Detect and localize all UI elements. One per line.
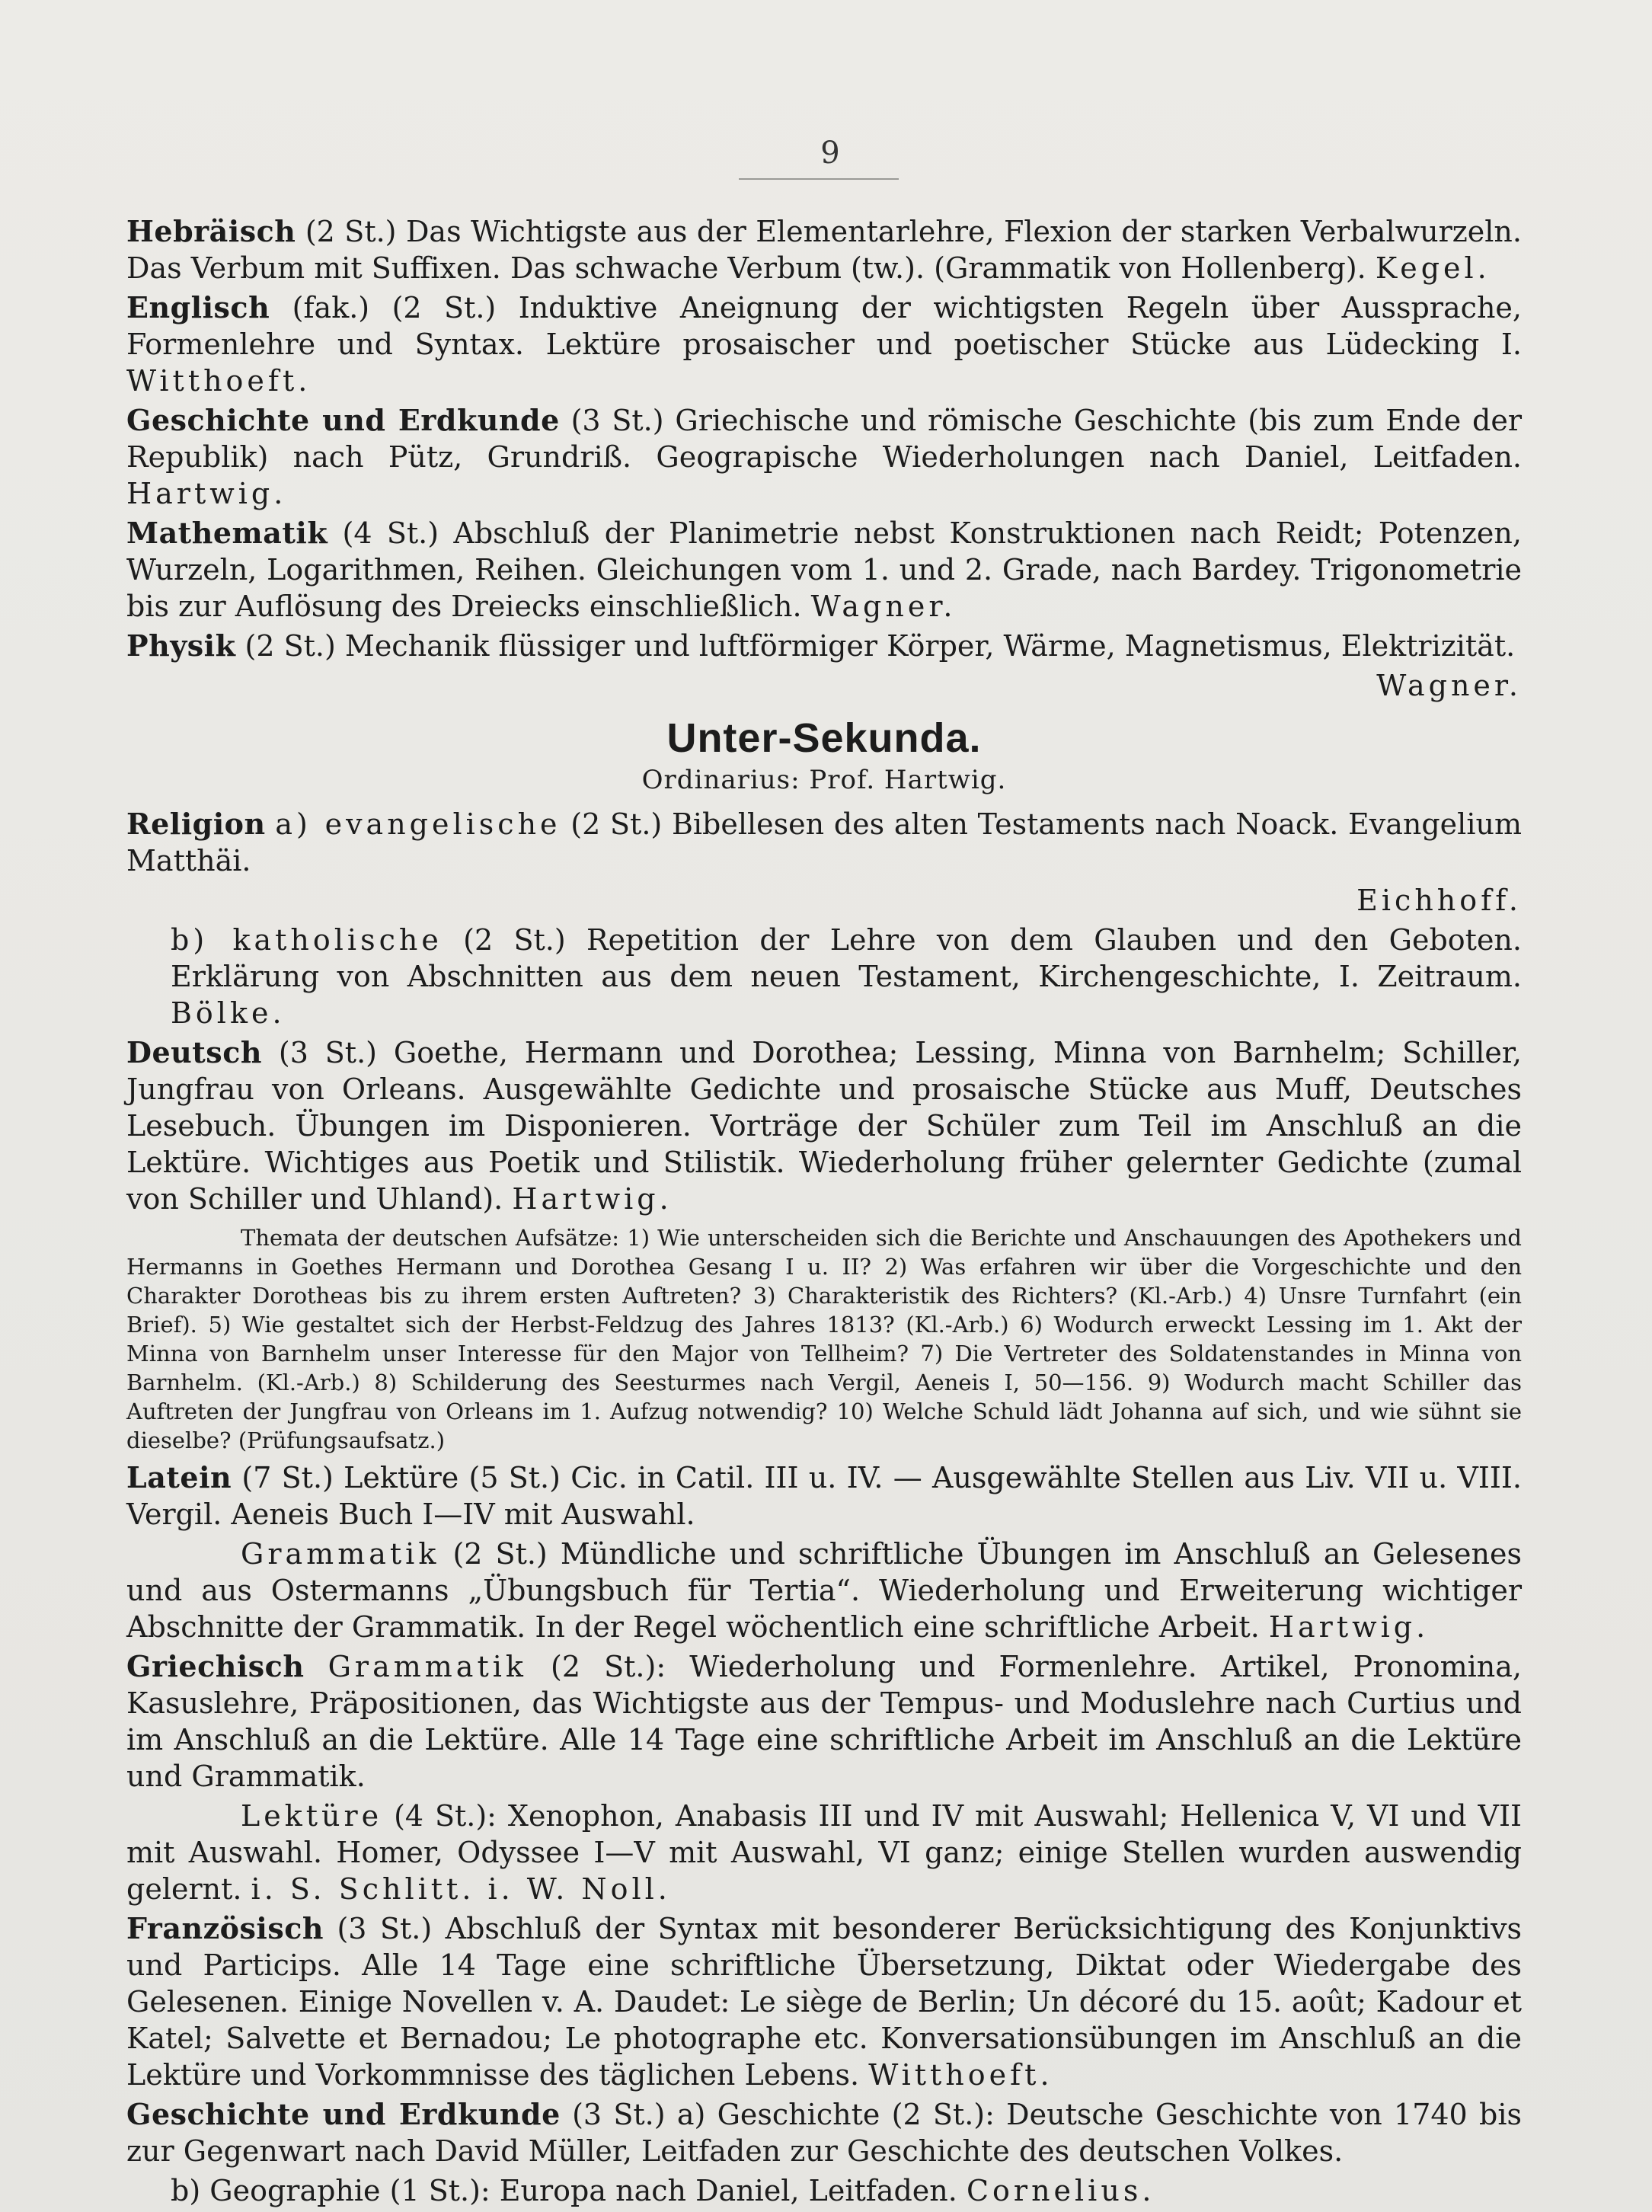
entry-latein-grammatik: [126, 1536, 1522, 1645]
entry-physik: [126, 628, 1522, 664]
page-number-rule: [739, 178, 899, 180]
entry-text: (2 St.) Repetition der Lehre von dem Glauben und den Geboten. Erklärung von Abschnitten aus dem neuen Testament, Kirchengeschichte, I. Zeitraum.: [171, 923, 1522, 993]
subject-label: Griechisch: [126, 1649, 305, 1683]
entry-religion-a: [126, 806, 1522, 879]
teacher-name: Witthoeft.: [868, 2058, 1053, 2092]
entry-religion-b: [126, 922, 1522, 1031]
entry-deutsch: [126, 1034, 1522, 1217]
teacher-name: Wagner.: [810, 590, 957, 623]
entry-text: (2 St.) Mechanik flüssiger und luftförmiger Körper, Wärme, Magnetismus, Elektrizität.: [244, 629, 1516, 663]
subject-label: Religion: [126, 807, 266, 841]
teacher-name: Wagner.: [1376, 669, 1522, 702]
sub-label: Lektüre: [241, 1799, 383, 1833]
entry-text: (3 St.) Abschluß der Syntax mit besonderer Berücksichtigung des Konjunktivs und Particips. Alle 14 Tage eine schriftliche Übersetzung, Diktat oder Wiedergabe des Gelesenen. Einige Novellen v. A. Daudet: Le siège de Berlin; Un décoré du 15. août; Kadour et Katel; Salvette et Bernadou; Le photographe etc. Konversationsübungen im Anschluß an die Lektüre und Vorkommnisse des täglichen Lebens.: [126, 1912, 1522, 2092]
entry-text: (3 St.) Griechische und römische Geschichte (bis zum Ende der Republik) nach Pütz, Grundriß. Geograpische Wiederholungen nach Daniel, Leitfaden.: [126, 404, 1522, 474]
entry-latein: [126, 1459, 1522, 1533]
essay-themes: Themata der deutschen Aufsätze: 1) Wie unterscheiden sich die Berichte und Anschauungen des Apothekers und Hermanns in Goethes Hermann und Dorothea Gesang I u. II? 2) Was erfahren wir über die Vorgeschichte und den Charakter Dorotheas bis zu ihrem ersten Auftreten? 3) Charakteristik des Richters? (Kl.-Arb.) 4) Unsre Turnfahrt (ein Brief). 5) Wie gestaltet sich der Herbst-Feldzug des Jahres 1813? (Kl.-Arb.) 6) Wodurch erweckt Lessing im 1. Akt der Minna von Barnhelm unser Interesse für den Major von Tellheim? 7) Die Vertreter des Soldatenstandes in Minna von Barnhelm. (Kl.-Arb.) 8) Schilderung des Seesturmes nach Vergil, Aeneis I, 50—156. 9) Wodurch macht Schiller das Auftreten der Jungfrau von Orleans im 1. Aufzug notwendig? 10) Welche Schuld lädt Johanna auf sich, und wie sühnt sie dieselbe? (Prüfungsaufsatz.): [126, 1225, 1522, 1453]
entry-text: (4 St.) Abschluß der Planimetrie nebst Konstruktionen nach Reidt; Potenzen, Wurzeln, Logarithmen, Reihen. Gleichungen vom 1. und 2. Grade, nach Bardey. Trigonometrie bis zur Auflösung des Dreiecks einschließlich.: [126, 516, 1522, 623]
entry-text: (2 St.): Wiederholung und Formenlehre. Artikel, Pronomina, Kasuslehre, Präpositionen, das Wichtigste aus der Tempus- und Moduslehre nach Curtius und im Anschluß an die Lektüre. Alle 14 Tage eine schriftliche Arbeit im Anschluß an die Lektüre und Grammatik.: [126, 1650, 1522, 1793]
teacher-name: Kegel.: [1375, 251, 1491, 285]
entry-griechisch-lektuere: [126, 1798, 1522, 1907]
entry-text: (4 St.): Xenophon, Anabasis III und IV mit Auswahl; Hellenica V, VI und VII mit Auswahl. Homer, Odyssee I—V mit Auswahl, VI ganz; einige Stellen wurden auswendig gelernt.: [126, 1799, 1522, 1906]
subject-label: Englisch: [126, 290, 270, 324]
entry-griechisch: [126, 1648, 1522, 1795]
entry-text: b) Geographie (1 St.): Europa nach Daniel, Leitfaden.: [171, 2174, 957, 2207]
teacher-name: i. S. Schlitt. i. W. Noll.: [251, 1872, 671, 1906]
sub-label: b) katholische: [171, 923, 443, 957]
teacher-name: Hartwig.: [126, 477, 287, 510]
teacher-name: Eichhoff.: [1356, 884, 1522, 917]
ordinarius-line: Ordinarius: Prof. Hartwig.: [641, 765, 1007, 795]
teacher-name: Bölke.: [171, 996, 286, 1030]
entry-text: (3 St.) Goethe, Hermann und Dorothea; Lessing, Minna von Barnhelm; Schiller, Jungfrau von Orleans. Ausgewählte Gedichte und prosaische Stücke aus Muff, Deutsches Lesebuch. Übungen im Disponieren. Vorträge der Schüler zum Teil im Anschluß an die Lektüre. Wichtiges aus Poetik und Stilistik. Wiederholung früher gelernter Gedichte (zumal von Schiller und Uhland).: [126, 1036, 1522, 1216]
sub-label: a) evangelische: [275, 807, 561, 841]
entry-text: (7 St.) Lektüre (5 St.) Cic. in Catil. III u. IV. — Ausgewählte Stellen aus Liv. VII u. VIII. Vergil. Aeneis Buch I—IV mit Auswahl.: [126, 1461, 1522, 1531]
page-number: 9: [820, 136, 840, 171]
teacher-name: Hartwig.: [512, 1182, 673, 1216]
page-content: [126, 213, 1522, 2212]
teacher-line: [126, 882, 1522, 919]
subject-label: Deutsch: [126, 1035, 262, 1069]
sub-label: Grammatik: [241, 1537, 440, 1571]
entry-text: (2 St.) Bibellesen des alten Testaments nach Noack. Evangelium Matthäi.: [126, 807, 1522, 877]
entry-geschichte-unter: [126, 2096, 1522, 2169]
entry-text: (2 St.) Das Wichtigste aus der Elementarlehre, Flexion der starken Verbalwurzeln. Das Verbum mit Suffixen. Das schwache Verbum (tw.). (Grammatik von Hollenberg).: [126, 215, 1522, 285]
section-heading: Unter-Sekunda.: [666, 715, 982, 761]
subject-label: Geschichte und Erdkunde: [126, 2097, 561, 2131]
teacher-name: Witthoeft.: [126, 364, 312, 398]
subject-label: Physik: [126, 628, 236, 663]
teacher-name: Cornelius.: [966, 2174, 1155, 2207]
subject-label: Latein: [126, 1460, 232, 1494]
entry-englisch: [126, 289, 1522, 399]
subject-label: Französisch: [126, 1911, 324, 1945]
entry-geographie: [126, 2172, 1522, 2209]
subject-label: Mathematik: [126, 516, 328, 550]
entry-text: (fak.) (2 St.) Induktive Aneignung der wichtigsten Regeln über Aussprache, Formenlehre und Syntax. Lektüre prosaischer und poetischer Stücke aus Lüdecking I.: [126, 291, 1522, 361]
entry-hebraeisch: [126, 213, 1522, 286]
subject-label: Geschichte und Erdkunde: [126, 403, 560, 437]
entry-franzoesisch: [126, 1910, 1522, 2093]
entry-geschichte: [126, 402, 1522, 512]
teacher-line: [126, 667, 1522, 704]
entry-mathematik: [126, 515, 1522, 625]
teacher-name: Hartwig.: [1268, 1610, 1430, 1644]
sub-label: Grammatik: [328, 1650, 527, 1683]
entry-text: (3 St.) a) Geschichte (2 St.): Deutsche Geschichte von 1740 bis zur Gegenwart nach David Müller, Leitfaden zur Geschichte des deutschen Volkes.: [126, 2098, 1522, 2168]
entry-text: (2 St.) Mündliche und schriftliche Übungen im Anschluß an Gelesenes und aus Ostermanns „Übungsbuch für Tertia“. Wiederholung und Erweiterung wichtiger Abschnitte der Grammatik. In der Regel wöchentlich eine schriftliche Arbeit.: [126, 1537, 1522, 1644]
subject-label: Hebräisch: [126, 214, 296, 248]
